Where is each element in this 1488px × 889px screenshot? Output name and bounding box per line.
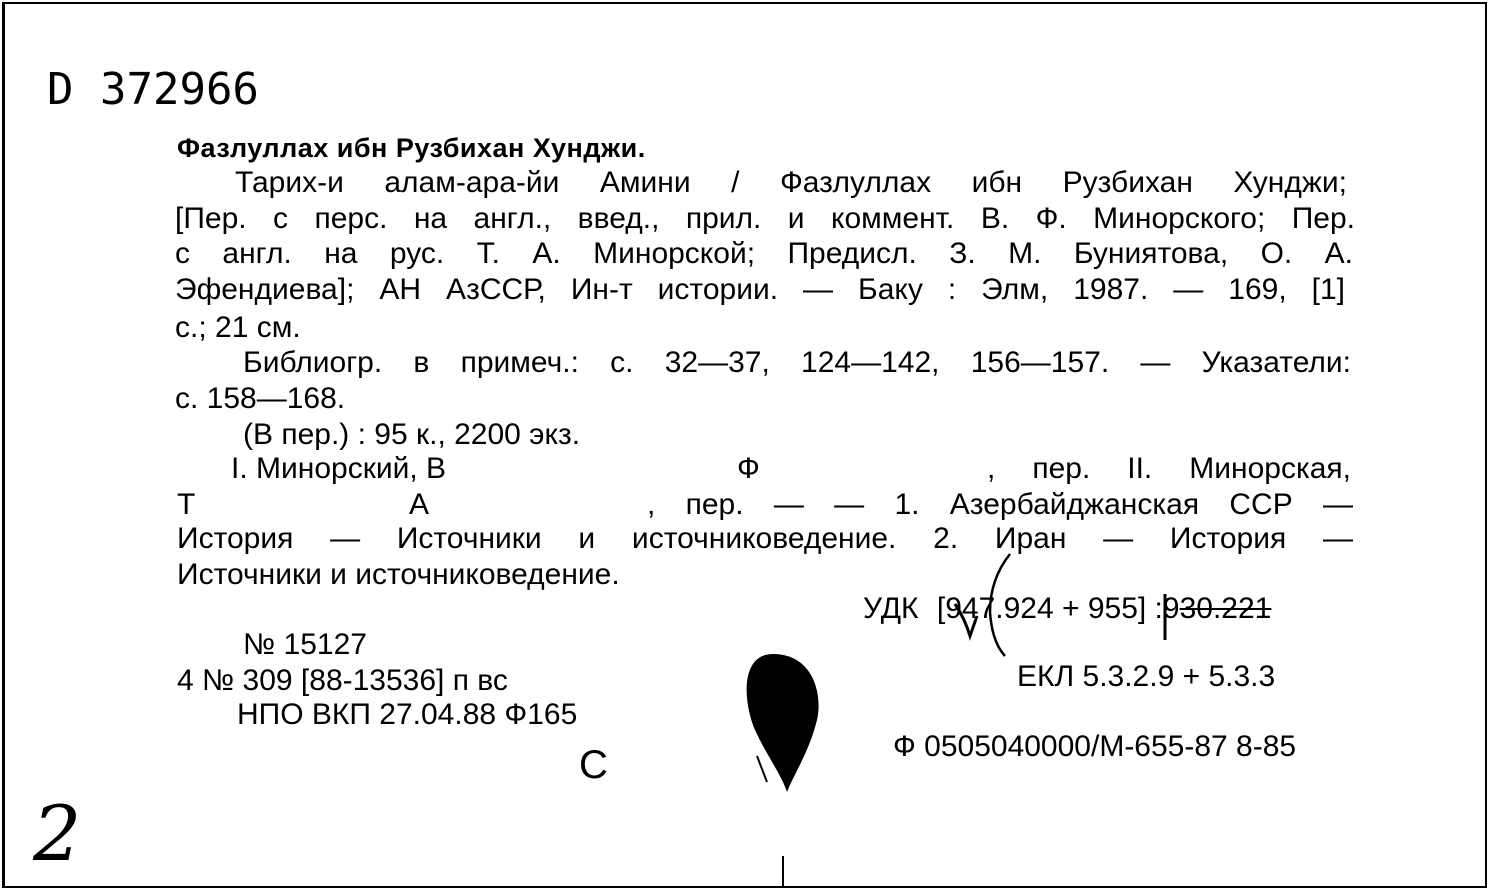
- udk-label: УДК: [863, 592, 919, 625]
- added-entry-2a: Т: [177, 488, 196, 521]
- index-code: Ф 0505040000/М-655-87 8-85: [893, 730, 1297, 763]
- bibliography-line-2: с. 158—168.: [175, 382, 346, 415]
- udk-struck: 30.221: [1179, 592, 1272, 625]
- author-heading: Фазлуллах ибн Рузбихан Хунджи.: [177, 133, 646, 163]
- order-line: 4 № 309 [88-13536] п вс: [177, 664, 508, 697]
- added-entry-3: История — Источники и источниковедение. 2. Иран — История —: [177, 522, 1353, 555]
- ekl-line: ЕКЛ 5.3.2.9 + 5.3.3: [1017, 660, 1276, 693]
- price-line: (В пер.) : 95 к., 2200 экз.: [243, 418, 581, 451]
- title-line-4: Эфендиева]; АН АзССР, Ин-т истории. — Баку : Элм, 1987. — 169, [1]: [175, 273, 1345, 306]
- bibliography-line-1: Библиогр. в примеч.: с. 32—37, 124—142, 156—157. — Указатели:: [243, 346, 1351, 379]
- title-line-2: [Пер. с перс. на англ., введ., прил. и коммент. В. Ф. Минорского; Пер.: [175, 202, 1355, 235]
- call-number: D 372966: [47, 64, 259, 115]
- handwritten-number: 2: [33, 789, 82, 878]
- added-entry-2c: , пер. — — 1. Азербайджанская ССР —: [647, 488, 1353, 521]
- added-entry-1a: I. Минорский, В: [231, 452, 447, 485]
- catalog-card: [2, 2, 1487, 888]
- title-line-3: с англ. на рус. Т. А. Минорской; Предисл. З. М. Буниятова, О. А.: [175, 237, 1353, 270]
- added-entry-4: Источники и источниковедение.: [177, 558, 620, 591]
- added-entry-2b: А: [409, 488, 430, 521]
- letter-c: С: [579, 743, 608, 787]
- record-number: № 15127: [243, 628, 367, 661]
- udk-value: [947.924 + 955] :9: [936, 592, 1180, 625]
- title-line-1: Тарих-и алам-ара-йи Амини / Фазлуллах ибн Рузбихан Хунджи;: [235, 166, 1347, 199]
- punch-hole: [5, 4, 1487, 888]
- added-entry-1b: Ф: [737, 452, 760, 485]
- title-line-5: с.; 21 см.: [175, 311, 301, 344]
- added-entry-1c: , пер. II. Минорская,: [987, 452, 1351, 485]
- publisher-line: НПО ВКП 27.04.88 Ф165: [237, 698, 578, 731]
